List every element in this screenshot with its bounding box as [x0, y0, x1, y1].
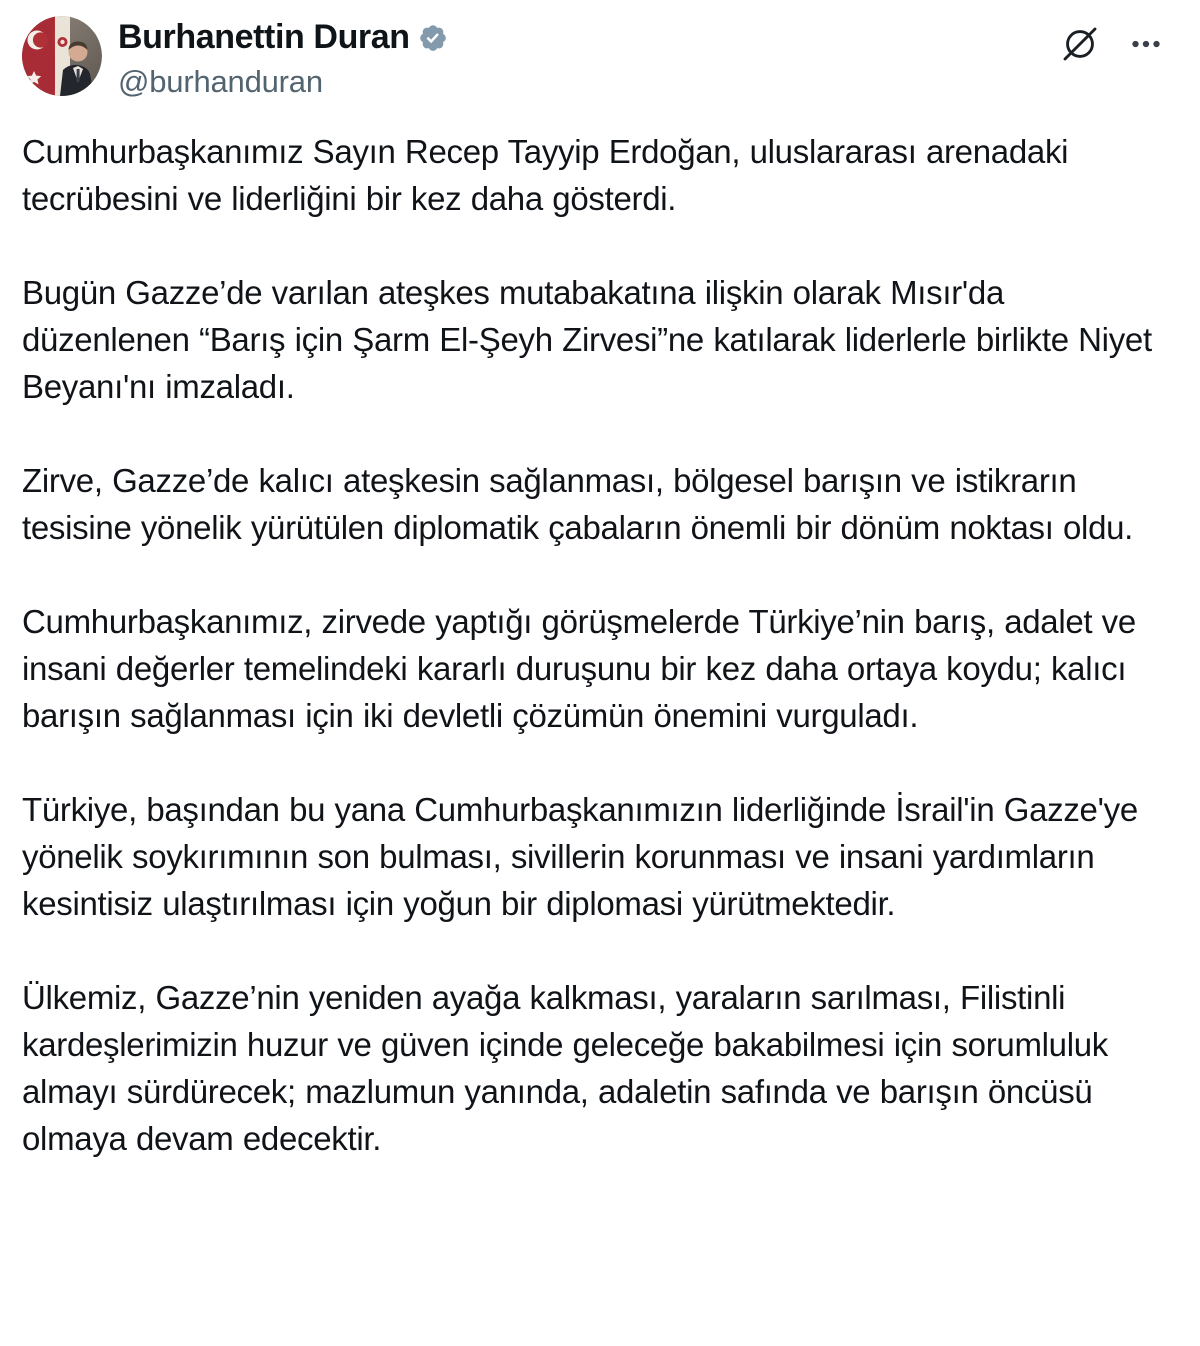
tweet-text	[22, 128, 1164, 1162]
display-name[interactable]: Burhanettin Duran	[118, 18, 410, 56]
tweet-paragraph: Zirve, Gazze’de kalıcı ateşkesin sağlanması, bölgesel barışın ve istikrarın tesisine yönelik yürütülen diplomatik çabaların önemli bir dönüm noktası oldu.	[22, 462, 1134, 546]
user-handle[interactable]: @burhanduran	[118, 64, 323, 99]
grok-icon[interactable]	[1062, 26, 1098, 62]
avatar-image	[22, 16, 102, 96]
tweet-paragraph: Cumhurbaşkanımız Sayın Recep Tayyip Erdoğan, uluslararası arenadaki tecrübesini ve liderliğini bir kez daha gösterdi.	[22, 133, 1069, 217]
tweet-paragraph: Ülkemiz, Gazze’nin yeniden ayağa kalkması, yaraların sarılması, Filistinli kardeşlerimizin huzur ve güven içinde geleceğe bakabilmesi için sorumluluk almayı sürdürecek; mazlumun yanında, adaletin safında ve barışın öncüsü olmaya devam edecektir.	[22, 979, 1109, 1157]
more-icon[interactable]	[1128, 26, 1164, 62]
user-identity	[118, 12, 448, 100]
tweet-paragraph: Bugün Gazze’de varılan ateşkes mutabakatına ilişkin olarak Mısır'da düzenlenen “Barış için Şarm El-Şeyh Zirvesi”ne katılarak liderlerle birlikte Niyet Beyanı'nı imzaladı.	[22, 274, 1152, 405]
tweet-header	[22, 12, 1164, 100]
tweet-paragraph: Türkiye, başından bu yana Cumhurbaşkanımızın liderliğinde İsrail'in Gazze'ye yönelik soykırımının son bulması, sivillerin korunması ve insani yardımların kesintisiz ulaştırılması için yoğun bir diplomasi yürütmektedir.	[22, 791, 1138, 922]
display-name-row	[118, 18, 448, 57]
avatar[interactable]	[22, 16, 102, 96]
header-actions	[1062, 12, 1164, 62]
verified-badge-icon	[418, 23, 448, 53]
tweet-paragraph: Cumhurbaşkanımız, zirvede yaptığı görüşmelerde Türkiye’nin barış, adalet ve insani değerler temelindeki kararlı duruşunu bir kez daha ortaya koydu; kalıcı barışın sağlanması için iki devletli çözümün önemini vurguladı.	[22, 603, 1136, 734]
